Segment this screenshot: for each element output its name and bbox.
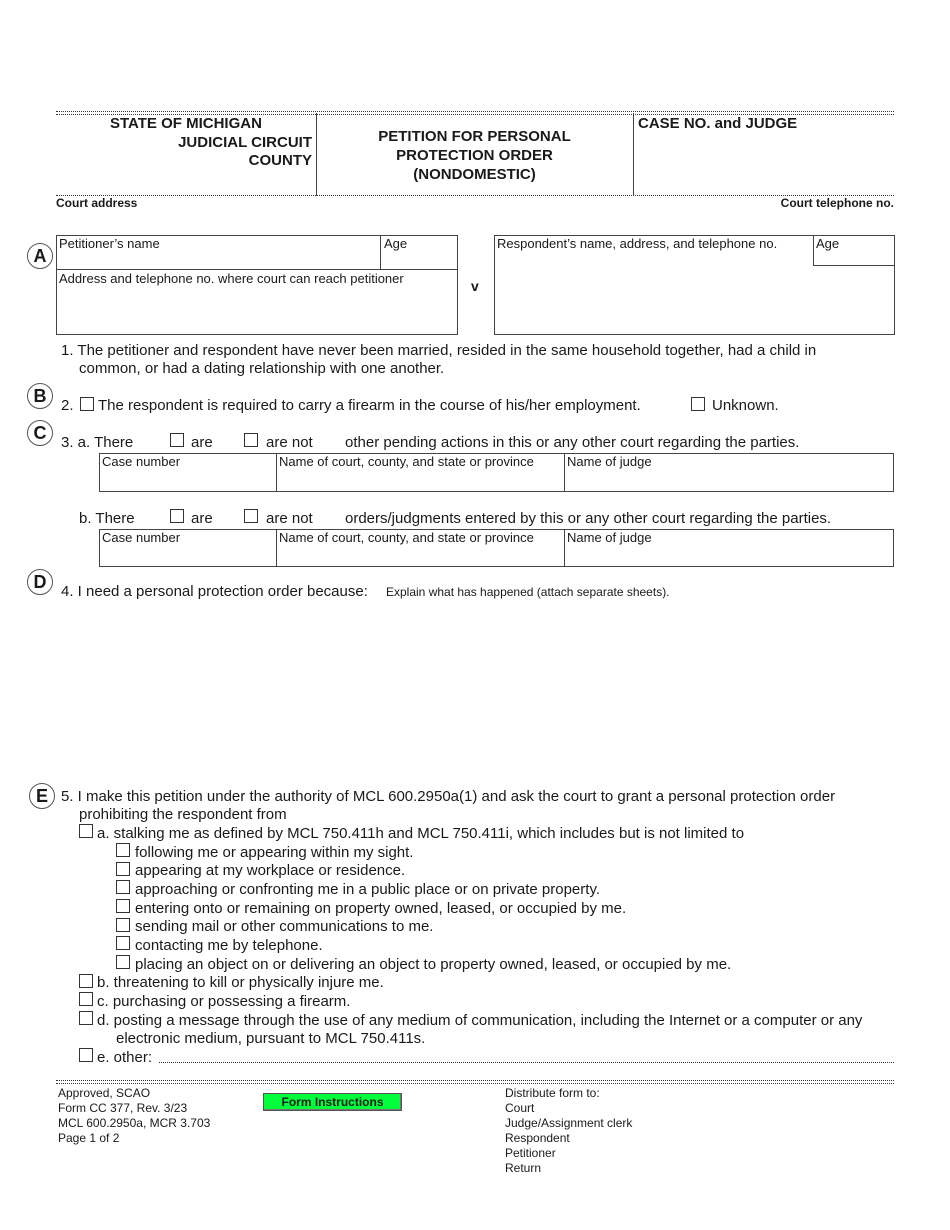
opt-b-checkbox[interactable] xyxy=(79,974,93,988)
footer-info: Approved, SCAO Form CC 377, Rev. 3/23 MCL 600.2950a, MCR 3.703 Page 1 of 2 xyxy=(58,1086,211,1145)
item3a-case-number-label: Case number xyxy=(102,454,181,469)
sub-6-checkbox[interactable] xyxy=(116,936,130,950)
sub-3-checkbox[interactable] xyxy=(116,880,130,894)
item3a-are-not-label: are not xyxy=(266,434,313,451)
item3b-court-label: Name of court, county, and state or province xyxy=(279,530,534,545)
sub-3-text: approaching or confronting me in a public place or on private property. xyxy=(135,881,600,898)
explanation-area[interactable] xyxy=(61,605,894,780)
respondent-label: Respondent’s name, address, and telephone no. xyxy=(497,236,778,251)
item3b-case-number-label: Case number xyxy=(102,530,181,545)
versus-label: v xyxy=(471,278,479,294)
petitioner-address-label: Address and telephone no. where court can reach petitioner xyxy=(59,271,404,286)
sub-7-text: placing an object on or delivering an object to property owned, leased, or occupied by me. xyxy=(135,956,732,973)
item3a-text: other pending actions in this or any other court regarding the parties. xyxy=(345,434,800,451)
item1-line2: common, or had a dating relationship with one another. xyxy=(79,360,445,377)
sub-1-text: following me or appearing within my sight. xyxy=(135,844,414,861)
item3b-are-not-checkbox[interactable] xyxy=(244,509,258,523)
marker-b: B xyxy=(27,383,53,409)
opt-e-checkbox[interactable] xyxy=(79,1048,93,1062)
respondent-age-label: Age xyxy=(816,236,840,251)
item4-text: 4. I need a personal protection order because: xyxy=(61,583,368,600)
sub-2-text: appearing at my workplace or residence. xyxy=(135,862,406,879)
form-instructions-button[interactable]: Form Instructions xyxy=(263,1093,402,1111)
circuit-label: JUDICIAL CIRCUIT xyxy=(178,134,312,151)
item3a-are-label: are xyxy=(191,434,213,451)
item5-line2: prohibiting the respondent from xyxy=(79,806,287,823)
state-label: STATE OF MICHIGAN xyxy=(110,115,262,132)
opt-a-text: a. stalking me as defined by MCL 750.411h and MCL 750.411i, which includes but is not limited to xyxy=(97,825,745,842)
court-address-label: Court address xyxy=(56,196,138,210)
opt-c-text: c. purchasing or possessing a firearm. xyxy=(97,993,351,1010)
form-title: PETITION FOR PERSONAL PROTECTION ORDER (NONDOMESTIC) xyxy=(378,128,571,183)
petitioner-age-label: Age xyxy=(384,236,408,251)
item3a-are-checkbox[interactable] xyxy=(170,433,184,447)
opt-c-checkbox[interactable] xyxy=(79,992,93,1006)
item1-line1: 1. The petitioner and respondent have never been married, resided in the same household together, had a child in xyxy=(61,342,817,359)
item2-text: The respondent is required to carry a firearm in the course of his/her employment. xyxy=(98,397,641,414)
sub-1-checkbox[interactable] xyxy=(116,843,130,857)
other-line[interactable] xyxy=(159,1062,894,1063)
opt-d-text-line1: d. posting a message through the use of any medium of communication, including the Internet or a computer or any xyxy=(97,1012,863,1029)
item5-line1: 5. I make this petition under the authority of MCL 600.2950a(1) and ask the court to grant a personal protection order xyxy=(61,788,836,805)
opt-e-text: e. other: xyxy=(97,1049,153,1066)
marker-d: D xyxy=(27,569,53,595)
item3b-num: b. There xyxy=(79,510,135,527)
opt-d-text-line2: electronic medium, pursuant to MCL 750.411s. xyxy=(116,1030,426,1047)
county-label: COUNTY xyxy=(248,152,312,169)
marker-c: C xyxy=(27,420,53,446)
distribution-list: Distribute form to: Court Judge/Assignment clerk Respondent Petitioner Return xyxy=(505,1086,633,1175)
item3a-court-label: Name of court, county, and state or province xyxy=(279,454,534,469)
item3b-are-checkbox[interactable] xyxy=(170,509,184,523)
item2-num: 2. xyxy=(61,397,74,414)
unknown-checkbox[interactable] xyxy=(691,397,705,411)
sub-5-text: sending mail or other communications to me. xyxy=(135,918,434,935)
item4-hint: Explain what has happened (attach separate sheets). xyxy=(386,585,670,599)
sub-4-text: entering onto or remaining on property owned, leased, or occupied by me. xyxy=(135,900,627,917)
opt-a-checkbox[interactable] xyxy=(79,824,93,838)
sub-6-text: contacting me by telephone. xyxy=(135,937,323,954)
case-no-label: CASE NO. and JUDGE xyxy=(638,115,798,132)
opt-b-text: b. threatening to kill or physically injure me. xyxy=(97,974,384,991)
item3a-are-not-checkbox[interactable] xyxy=(244,433,258,447)
item3b-are-label: are xyxy=(191,510,213,527)
firearm-employment-checkbox[interactable] xyxy=(80,397,94,411)
court-phone-label: Court telephone no. xyxy=(780,196,894,210)
opt-d-checkbox[interactable] xyxy=(79,1011,93,1025)
marker-e: E xyxy=(29,783,55,809)
item3b-are-not-label: are not xyxy=(266,510,313,527)
sub-4-checkbox[interactable] xyxy=(116,899,130,913)
item3a-num: 3. a. There xyxy=(61,434,134,451)
marker-a: A xyxy=(27,243,53,269)
item3a-judge-label: Name of judge xyxy=(567,454,652,469)
unknown-label: Unknown. xyxy=(712,397,779,414)
sub-2-checkbox[interactable] xyxy=(116,862,130,876)
item3b-text: orders/judgments entered by this or any other court regarding the parties. xyxy=(345,510,832,527)
sub-5-checkbox[interactable] xyxy=(116,918,130,932)
petitioner-name-label: Petitioner’s name xyxy=(59,236,160,251)
item3b-judge-label: Name of judge xyxy=(567,530,652,545)
sub-7-checkbox[interactable] xyxy=(116,955,130,969)
